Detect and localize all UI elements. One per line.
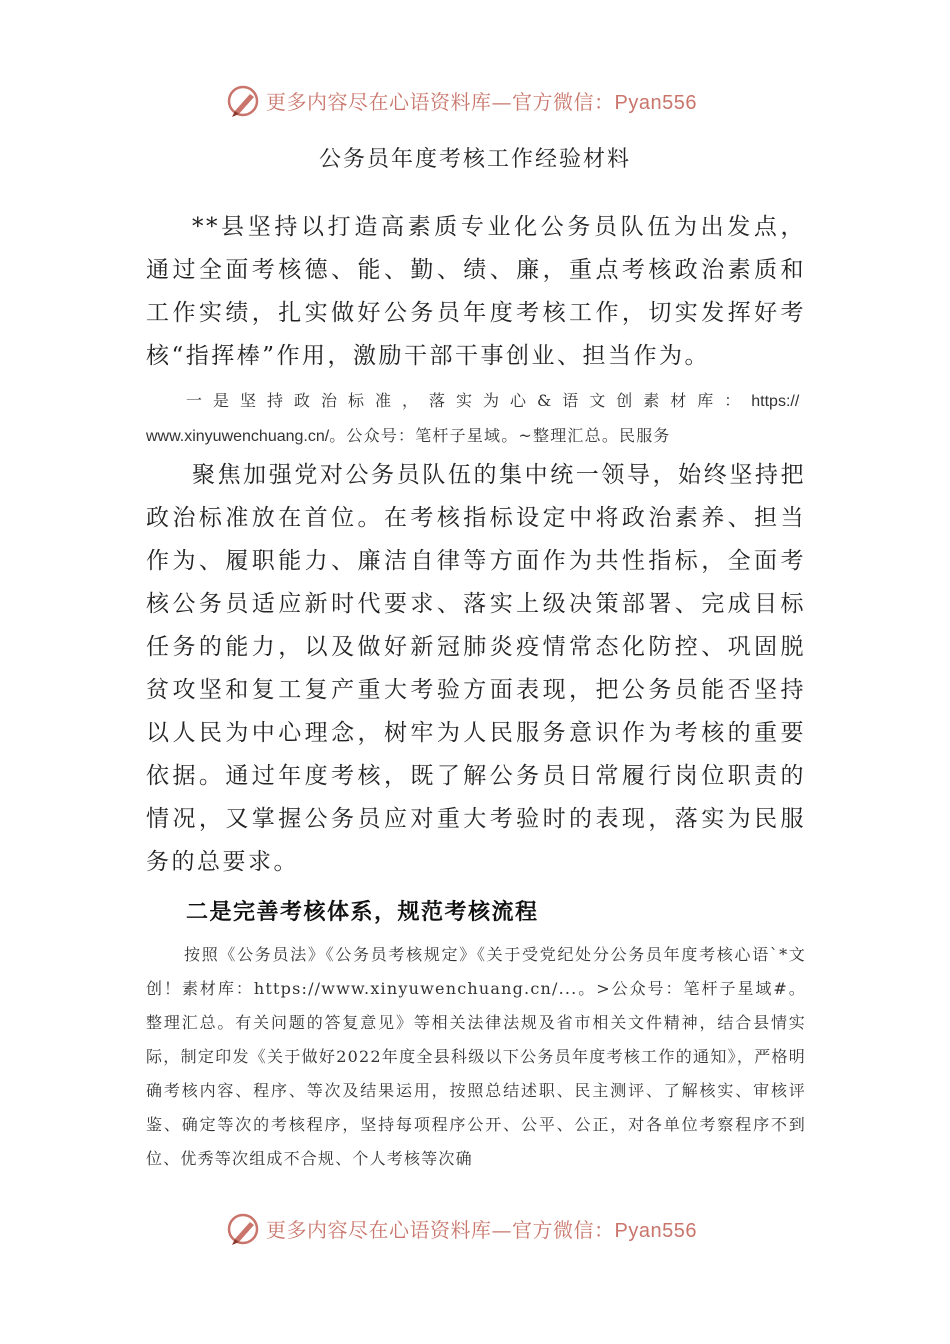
footer-watermark-banner bbox=[0, 1210, 950, 1250]
wechat-id: Pyan556 bbox=[614, 1220, 697, 1242]
section2-body: 按照《公务员法》《公务员考核规定》《关于受党纪处分公务员年度考核心语`*文创！素材库：https://www.xinyuwenchuang.cn/...。>公众号：笔杆子星域#。整理汇总。有关问题的答复意见》等相关法律法规及省市相关文件精神，结合县情实际，制定印发《关于做好2022年度全县科级以下公务员年度考核工作的通知》，严格明确考核内容、程序、等次及结果运用，按照总结述职、民主测评、了解核实、审核评鉴、确定等次的考核程序，坚持每项程序公开、公平、公正，对各单位考察程序不到位、优秀等次组成不合规、个人考核等次确 bbox=[146, 945, 806, 1168]
pen-logo-icon bbox=[226, 84, 262, 120]
wechat-id: Pyan556 bbox=[614, 92, 697, 114]
section2-heading: 二是完善考核体系，规范考核流程 bbox=[186, 900, 539, 925]
header-watermark-banner bbox=[0, 82, 950, 122]
document-title: 公务员年度考核工作经验材料 bbox=[318, 147, 631, 172]
pen-logo-icon bbox=[226, 1212, 262, 1248]
intro-paragraph: **县坚持以打造高素质专业化公务员队伍为出发点，通过全面考核德、能、勤、绩、廉，重点考核政治素质和工作实绩，扎实做好公务员年度考核工作，切实发挥好考核“指挥棒”作用，激励干部干事创业、担当作为。 bbox=[146, 214, 806, 369]
section1-heading-line: 一是坚持政治标准，落实为心&语文创素材库：https:// www.xinyuwenchuang.cn/。公众号：笔杆子星域。~整理汇总。民服务 bbox=[146, 391, 800, 445]
section1-body: 聚焦加强党对公务员队伍的集中统一领导，始终坚持把政治标准放在首位。在考核指标设定中将政治素养、担当作为、履职能力、廉洁自律等方面作为共性指标，全面考核公务员适应新时代要求、落实上级决策部署、完成目标任务的能力，以及做好新冠肺炎疫情常态化防控、巩固脱贫攻坚和复工复产重大考验方面表现，把公务员能否坚持以人民为中心理念，树牢为人民服务意识作为考核的重要依据。通过年度考核，既了解公务员日常履行岗位职责的情况，又掌握公务员应对重大考验时的表现，落实为民服务的总要求。 bbox=[146, 462, 806, 875]
watermark-text: 更多内容尽在心语资料库—官方微信：Pyan556 bbox=[266, 1218, 697, 1242]
watermark-text: 更多内容尽在心语资料库—官方微信：Pyan556 bbox=[266, 90, 697, 114]
